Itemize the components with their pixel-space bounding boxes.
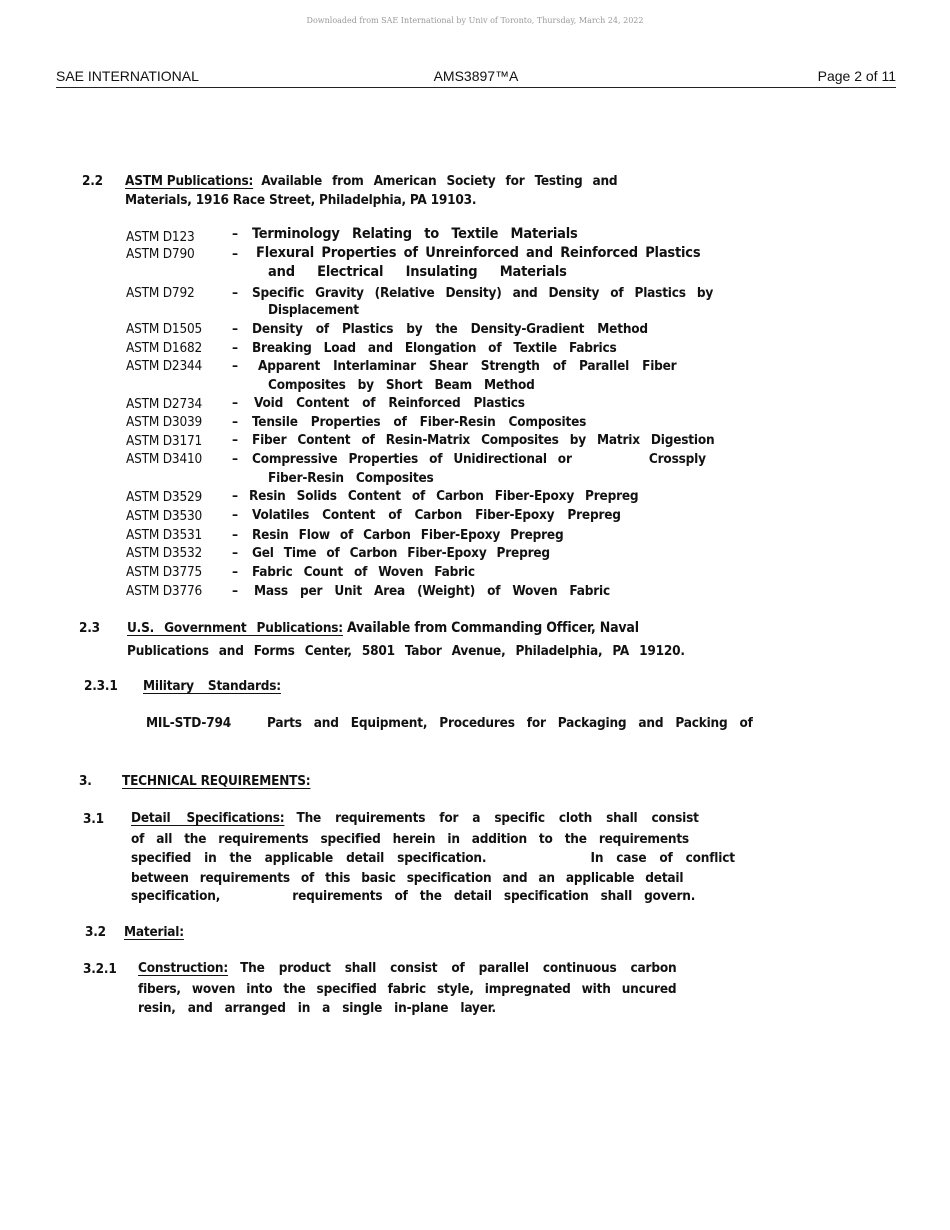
section-3-2-1-line-1 [138, 960, 676, 976]
section-number-3-2-1: 3.2.1 [83, 961, 117, 977]
section-3-1-heading: Detail Specifications: [131, 810, 285, 826]
dash: – [232, 414, 238, 430]
astm-title: Gel Time of Carbon Fiber-Epoxy Prepreg [252, 545, 550, 561]
astm-code: ASTM D3531 [126, 527, 203, 543]
astm-code: ASTM D3775 [126, 564, 203, 580]
astm-title: Resin Solids Content of Carbon Fiber-Epoxy Prepreg [249, 488, 639, 504]
section-2-3-line-1 [127, 620, 639, 636]
astm-code: ASTM D2734 [126, 396, 203, 412]
section-number-3: 3. [79, 773, 92, 789]
section-2-3-1-heading: Military Standards: [143, 678, 281, 694]
astm-title: Compressive Properties of Unidirectional or Crossply [252, 451, 706, 467]
astm-title: Tensile Properties of Fiber-Resin Composites [252, 414, 587, 430]
section-3-1-text-1: The requirements for a specific cloth shall consist [296, 810, 699, 826]
astm-title-continuation: Fiber-Resin Composites [268, 470, 434, 486]
dash: – [232, 545, 238, 561]
section-2-3-text-b: Publications and Forms Center, 5801 Tabor Avenue, Philadelphia, PA 19120. [127, 643, 685, 659]
astm-title: Fabric Count of Woven Fabric [252, 564, 475, 580]
astm-code: ASTM D1682 [126, 340, 203, 356]
page-header [56, 68, 896, 88]
dash: – [232, 564, 238, 580]
section-2-3-1-text: MIL-STD-794 Parts and Equipment, Procedures for Packaging and Packing of [146, 715, 753, 731]
astm-title: Fiber Content of Resin-Matrix Composites by Matrix Digestion [252, 432, 715, 448]
section-number-2-3-1: 2.3.1 [84, 678, 118, 694]
astm-code: ASTM D3530 [126, 508, 203, 524]
section-2-2-text-b: Materials, 1916 Race Street, Philadelphia, PA 19103. [125, 192, 477, 208]
section-2-3-heading: U.S. Government Publications: [127, 620, 343, 636]
dash: – [232, 527, 238, 543]
header-org: SAE INTERNATIONAL [56, 68, 199, 84]
section-3-heading: TECHNICAL REQUIREMENTS: [122, 773, 311, 789]
astm-title-continuation: Composites by Short Beam Method [268, 377, 535, 393]
dash: – [232, 226, 238, 242]
section-3-2-1-text-1: The product shall consist of parallel continuous carbon [240, 960, 677, 976]
header-doc-id: AMS3897™A [433, 68, 519, 84]
section-3-2-1-text-3: resin, and arranged in a single in-plane layer. [138, 1000, 496, 1016]
astm-code: ASTM D3529 [126, 489, 203, 505]
section-2-2-line-1 [125, 173, 617, 189]
dash: – [232, 285, 238, 301]
section-3-1-text-4: between requirements of this basic specification and an applicable detail [131, 870, 684, 886]
section-3-1-text-2: of all the requirements specified herein in addition to the requirements [131, 831, 689, 847]
astm-code: ASTM D123 [126, 229, 195, 245]
astm-code: ASTM D3776 [126, 583, 203, 599]
section-3-1-text-3: specified in the applicable detail specification. In case of conflict [131, 850, 735, 866]
astm-title: Flexural Properties of Unreinforced and Reinforced Plastics [256, 245, 701, 261]
astm-title: Apparent Interlaminar Shear Strength of Parallel Fiber [258, 358, 677, 374]
astm-code: ASTM D3039 [126, 414, 203, 430]
dash: – [232, 507, 238, 523]
astm-code: ASTM D2344 [126, 358, 203, 374]
section-3-2-1-text-2: fibers, woven into the specified fabric style, impregnated with uncured [138, 981, 677, 997]
dash: – [232, 488, 238, 504]
header-page-number: Page 2 of 11 [817, 68, 896, 84]
astm-title: Breaking Load and Elongation of Textile Fabrics [252, 340, 617, 356]
section-3-2-1-heading: Construction: [138, 960, 229, 976]
astm-title-continuation: Displacement [268, 302, 359, 318]
astm-title: Specific Gravity (Relative Density) and Density of Plastics by [252, 285, 714, 301]
astm-code: ASTM D3532 [126, 545, 203, 561]
dash: – [232, 451, 238, 467]
astm-title: Density of Plastics by the Density-Gradient Method [252, 321, 648, 337]
download-watermark: Downloaded from SAE International by Univ of Toronto, Thursday, March 24, 2022 [306, 16, 644, 25]
astm-title: Void Content of Reinforced Plastics [254, 395, 525, 411]
astm-title: Volatiles Content of Carbon Fiber-Epoxy Prepreg [252, 507, 621, 523]
dash: – [232, 395, 238, 411]
dash: – [232, 321, 238, 337]
section-number-2-3: 2.3 [79, 620, 100, 636]
section-3-1-line-1 [131, 810, 699, 826]
section-2-2-text-a: Available from American Society for Testing and [261, 173, 618, 189]
dash: – [232, 358, 238, 374]
section-2-3-text-a: Available from Commanding Officer, Naval [346, 620, 639, 636]
section-number-2-2: 2.2 [82, 173, 103, 189]
dash: – [232, 432, 238, 448]
section-3-2-heading: Material: [124, 924, 184, 940]
dash: – [232, 340, 238, 356]
astm-code: ASTM D3171 [126, 433, 203, 449]
astm-title: Terminology Relating to Textile Materials [252, 226, 578, 242]
dash: – [232, 583, 238, 599]
astm-code: ASTM D792 [126, 285, 195, 301]
astm-code: ASTM D790 [126, 246, 195, 262]
astm-code: ASTM D3410 [126, 451, 203, 467]
astm-title: Mass per Unit Area (Weight) of Woven Fabric [254, 583, 610, 599]
section-3-1-text-5: specification, requirements of the detail specification shall govern. [131, 888, 696, 904]
section-number-3-2: 3.2 [85, 924, 106, 940]
astm-title-continuation: and Electrical Insulating Materials [268, 264, 567, 280]
astm-title: Resin Flow of Carbon Fiber-Epoxy Prepreg [252, 527, 564, 543]
dash: – [232, 246, 238, 262]
section-number-3-1: 3.1 [83, 811, 104, 827]
astm-code: ASTM D1505 [126, 321, 203, 337]
section-2-2-heading: ASTM Publications: [125, 173, 254, 189]
